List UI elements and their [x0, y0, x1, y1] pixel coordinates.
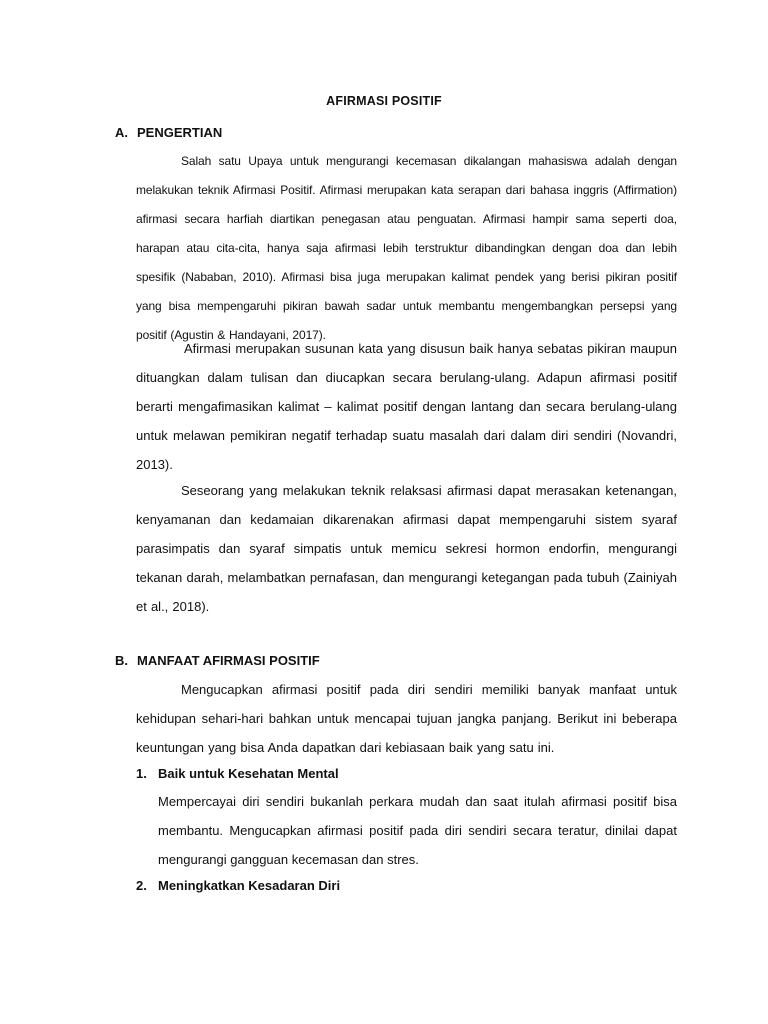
section-b-intro: Mengucapkan afirmasi positif pada diri sendiri memiliki banyak manfaat untuk kehidupan sehari-hari bahkan untuk mencapai tujuan jangka panjang. Berikut ini beberapa keuntungan yang bisa Anda dapatkan dari kebiasaan baik yang satu ini. [136, 682, 677, 755]
section-b-heading [115, 653, 320, 668]
section-a-paragraph-2: Afirmasi merupakan susunan kata yang disusun baik hanya sebatas pikiran maupun dituangkan dalam tulisan dan diucapkan secara berulang-ulang. Adapun afirmasi positif berarti mengafimasikan kalimat – kalimat positif dengan lantang dan secara berulang-ulang untuk melawan pemikiran negatif terhadap suatu masalah dari dalam diri sendiri (Novandri, 2013). [136, 341, 677, 472]
list-item-2-heading [136, 878, 340, 893]
section-a-heading [115, 125, 222, 140]
section-a-paragraph-1: Salah satu Upaya untuk mengurangi kecemasan dikalangan mahasiswa adalah dengan melakukan teknik Afirmasi Positif. Afirmasi merupakan kata serapan dari bahasa inggris (Affirmation) afirmasi secara harfiah diartikan penegasan atau penguatan. Afirmasi hampir sama seperti doa, harapan atau cita-cita, hanya saja afirmasi lebih terstruktur dibandingkan dengan doa dan lebih spesifik (Nababan, 2010). Afirmasi bisa juga merupakan kalimat pendek yang berisi pikiran positif yang bisa mempengaruhi pikiran bawah sadar untuk membantu mengembangkan persepsi yang positif (Agustin & Handayani, 2017). [136, 154, 677, 342]
list-item-1-title: Baik untuk Kesehatan Mental [158, 766, 339, 781]
list-item-1-heading [136, 766, 339, 781]
list-item-1-number: 1. [136, 766, 147, 781]
list-item-2-number: 2. [136, 878, 147, 893]
section-a-title: PENGERTIAN [137, 125, 223, 140]
section-b-title: MANFAAT AFIRMASI POSITIF [137, 653, 320, 668]
section-a-number: A. [115, 125, 128, 140]
section-b-number: B. [115, 653, 128, 668]
section-a-paragraph-3: Seseorang yang melakukan teknik relaksasi afirmasi dapat merasakan ketenangan, kenyamanan dan kedamaian dikarenakan afirmasi dapat mempengaruhi sistem syaraf parasimpatis dan syaraf simpatis untuk memicu sekresi hormon endorfin, mengurangi tekanan darah, melambatkan pernafasan, dan mengurangi ketegangan pada tubuh (Zainiyah et al., 2018). [136, 483, 677, 614]
list-item-1-body: Mempercayai diri sendiri bukanlah perkara mudah dan saat itulah afirmasi positif bisa membantu. Mengucapkan afirmasi positif pada diri sendiri secara teratur, dinilai dapat mengurangi gangguan kecemasan dan stres. [158, 794, 677, 867]
list-item-2-title: Meningkatkan Kesadaran Diri [158, 878, 341, 893]
document-title: AFIRMASI POSITIF [326, 94, 442, 108]
